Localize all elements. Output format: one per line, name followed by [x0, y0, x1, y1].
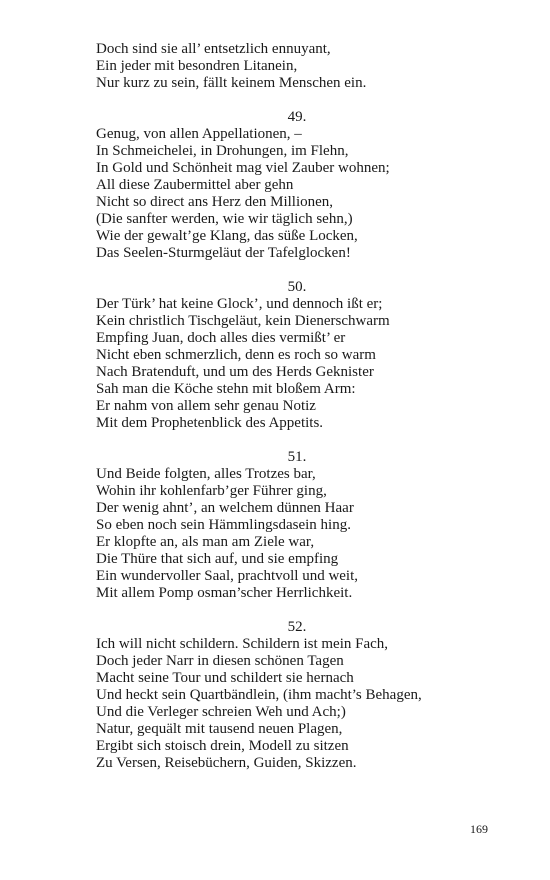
verse-line: Mit allem Pomp osman’scher Herrlichkeit.: [96, 585, 353, 601]
verse-line: Der wenig ahnt’, an welchem dünnen Haar: [96, 500, 354, 516]
verse-line: Doch jeder Narr in diesen schönen Tagen: [96, 653, 344, 669]
stanza-number: [96, 619, 516, 636]
verse-line: Er klopfte an, als man am Ziele war,: [96, 534, 315, 550]
verse-line: Und heckt sein Quartbändlein, (ihm macht’s Behagen,: [96, 687, 422, 703]
stanza-number-label: 51.: [287, 449, 307, 465]
verse-line: Nicht eben schmerzlich, denn es roch so warm: [96, 347, 376, 363]
verse-line: Wie der gewalt’ge Klang, das süße Locken,: [96, 228, 358, 244]
verse-line: Kein christlich Tischgeläut, kein Dienerschwarm: [96, 313, 390, 329]
page-number: 169: [470, 822, 488, 836]
verse-line: Nicht so direct ans Herz den Millionen,: [96, 194, 334, 210]
verse-line: Ein jeder mit besondren Litanein,: [96, 58, 298, 74]
verse-line: Das Seelen-Sturmgeläut der Tafelglocken!: [96, 245, 351, 261]
verse-line: Macht seine Tour und schildert sie hernach: [96, 670, 354, 686]
poem-text: [96, 41, 516, 772]
verse-line: Die Thüre that sich auf, und sie empfing: [96, 551, 339, 567]
stanza-number-label: 52.: [287, 619, 307, 635]
stanza-continued: [96, 41, 516, 92]
verse-line: Mit dem Prophetenblick des Appetits.: [96, 415, 324, 431]
verse-line: Doch sind sie all’ entsetzlich ennuyant,: [96, 41, 331, 57]
verse-line: Wohin ihr kohlenfarb’ger Führer ging,: [96, 483, 327, 499]
verse-line: Genug, von allen Appellationen, –: [96, 126, 302, 142]
stanza-number: [96, 109, 516, 126]
verse-line: Empfing Juan, doch alles dies vermißt’ er: [96, 330, 346, 346]
verse-line: Und die Verleger schreien Weh und Ach;): [96, 704, 346, 720]
verse-line: Ergibt sich stoisch drein, Modell zu sitzen: [96, 738, 349, 754]
verse-line: Sah man die Köche stehn mit bloßem Arm:: [96, 381, 356, 397]
stanza-number: [96, 279, 516, 296]
stanza-52: [96, 619, 516, 772]
verse-line: Und Beide folgten, alles Trotzes bar,: [96, 466, 316, 482]
verse-line: Nach Bratenduft, und um des Herds Geknister: [96, 364, 374, 380]
verse-line: Der Türk’ hat keine Glock’, und dennoch ißt er;: [96, 296, 383, 312]
verse-line: Zu Versen, Reisebüchern, Guiden, Skizzen.: [96, 755, 357, 771]
stanza-51: [96, 449, 516, 602]
verse-line: So eben noch sein Hämmlingsdasein hing.: [96, 517, 351, 533]
verse-line: Ein wundervoller Saal, prachtvoll und weit,: [96, 568, 359, 584]
verse-line: All diese Zaubermittel aber gehn: [96, 177, 294, 193]
verse-line: Natur, gequält mit tausend neuen Plagen,: [96, 721, 343, 737]
stanza-number: [96, 449, 516, 466]
verse-line: Ich will nicht schildern. Schildern ist mein Fach,: [96, 636, 389, 652]
stanza-number-label: 50.: [287, 279, 307, 295]
verse-line: In Gold und Schönheit mag viel Zauber wohnen;: [96, 160, 390, 176]
stanza-49: [96, 109, 516, 262]
verse-line: In Schmeichelei, in Drohungen, im Flehn,: [96, 143, 349, 159]
stanza-number-label: 49.: [287, 109, 307, 125]
verse-line: Er nahm von allem sehr genau Notiz: [96, 398, 316, 414]
verse-line: (Die sanfter werden, wie wir täglich sehn,): [96, 211, 353, 227]
stanza-50: [96, 279, 516, 432]
verse-line: Nur kurz zu sein, fällt keinem Menschen ein.: [96, 75, 367, 91]
